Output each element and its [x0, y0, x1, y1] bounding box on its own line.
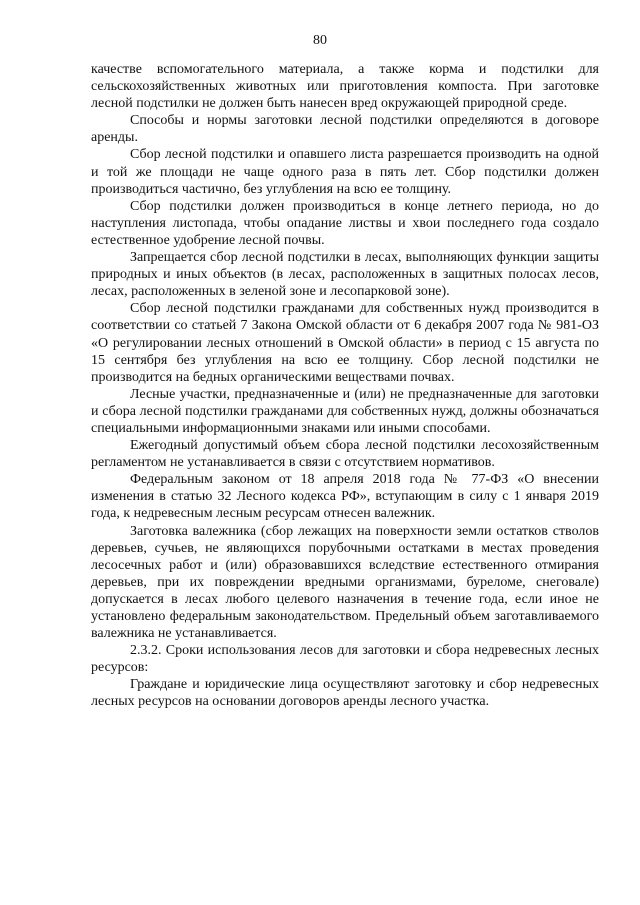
paragraph-5: Запрещается сбор лесной подстилки в лесах, выполняющих функции защиты природных и иных объектов (в лесах, расположенных в защитных полосах лесов, лесах, расположенных в зеленой зоне и лесопарковой зоне). [91, 250, 599, 300]
paragraph-3: Сбор лесной подстилки и опавшего листа разрешается производить на одной и той же площади не чаще одного раза в пять лет. Сбор подстилки должен производиться частично, без углубления на всю ее толщину. [91, 147, 599, 197]
document-body [91, 61, 599, 711]
paragraph-6: Сбор лесной подстилки гражданами для собственных нужд производится в соответствии со статьей 7 Закона Омской области от 6 декабря 2007 года № 981-ОЗ «О регулировании лесных отношений в Омской области» в период с 15 августа по 15 сентября без углубления на всю ее толщину. Сбор лесной подстилки не производится на бедных органическими веществами почвах. [91, 301, 599, 385]
paragraph-2: Способы и нормы заготовки лесной подстилки определяются в договоре аренды. [91, 113, 599, 146]
paragraph-1: качестве вспомогательного материала, а также корма и подстилки для сельскохозяйственных животных или приготовления компоста. При заготовке лесной подстилки не должен быть нанесен вред окружающей природной среде. [91, 62, 599, 112]
page-number: 80 [313, 33, 327, 48]
paragraph-12: Граждане и юридические лица осуществляют заготовку и сбор недревесных лесных ресурсов на основании договоров аренды лесного участка. [91, 677, 599, 710]
paragraph-7: Лесные участки, предназначенные и (или) не предназначенные для заготовки и сбора лесной подстилки гражданами для собственных нужд, должны обозначаться специальными информационными знаками или иными способами. [91, 386, 599, 436]
section-heading-2-3-2: 2.3.2. Сроки использования лесов для заготовки и сбора недревесных лесных ресурсов: [91, 643, 599, 676]
paragraph-9: Федеральным законом от 18 апреля 2018 года № 77-ФЗ «О внесении изменения в статью 32 Лесного кодекса РФ», вступающим в силу с 1 января 2019 года, к недревесным лесным ресурсам отнесен валежник. [91, 472, 599, 522]
paragraph-8: Ежегодный допустимый объем сбора лесной подстилки лесохозяйственным регламентом не устанавливается в связи с отсутствием нормативов. [91, 438, 599, 471]
paragraph-10: Заготовка валежника (сбор лежащих на поверхности земли остатков стволов деревьев, сучьев, не являющихся порубочными остатками в местах проведения лесосечных работ и (или) образовавшихся вследствие естественного отмирания деревьев, при их повреждении вредными организмами, буреломе, снеговале) допускается в лесах любого целевого назначения в течение года, если иное не установлено федеральным законодательством. Предельный объем заготавливаемого валежника не устанавливается. [91, 523, 599, 642]
paragraph-4: Сбор подстилки должен производиться в конце летнего периода, но до наступления листопада, чтобы опадание листвы и хвои последнего года создало естественное удобрение лесной почвы. [91, 198, 599, 248]
